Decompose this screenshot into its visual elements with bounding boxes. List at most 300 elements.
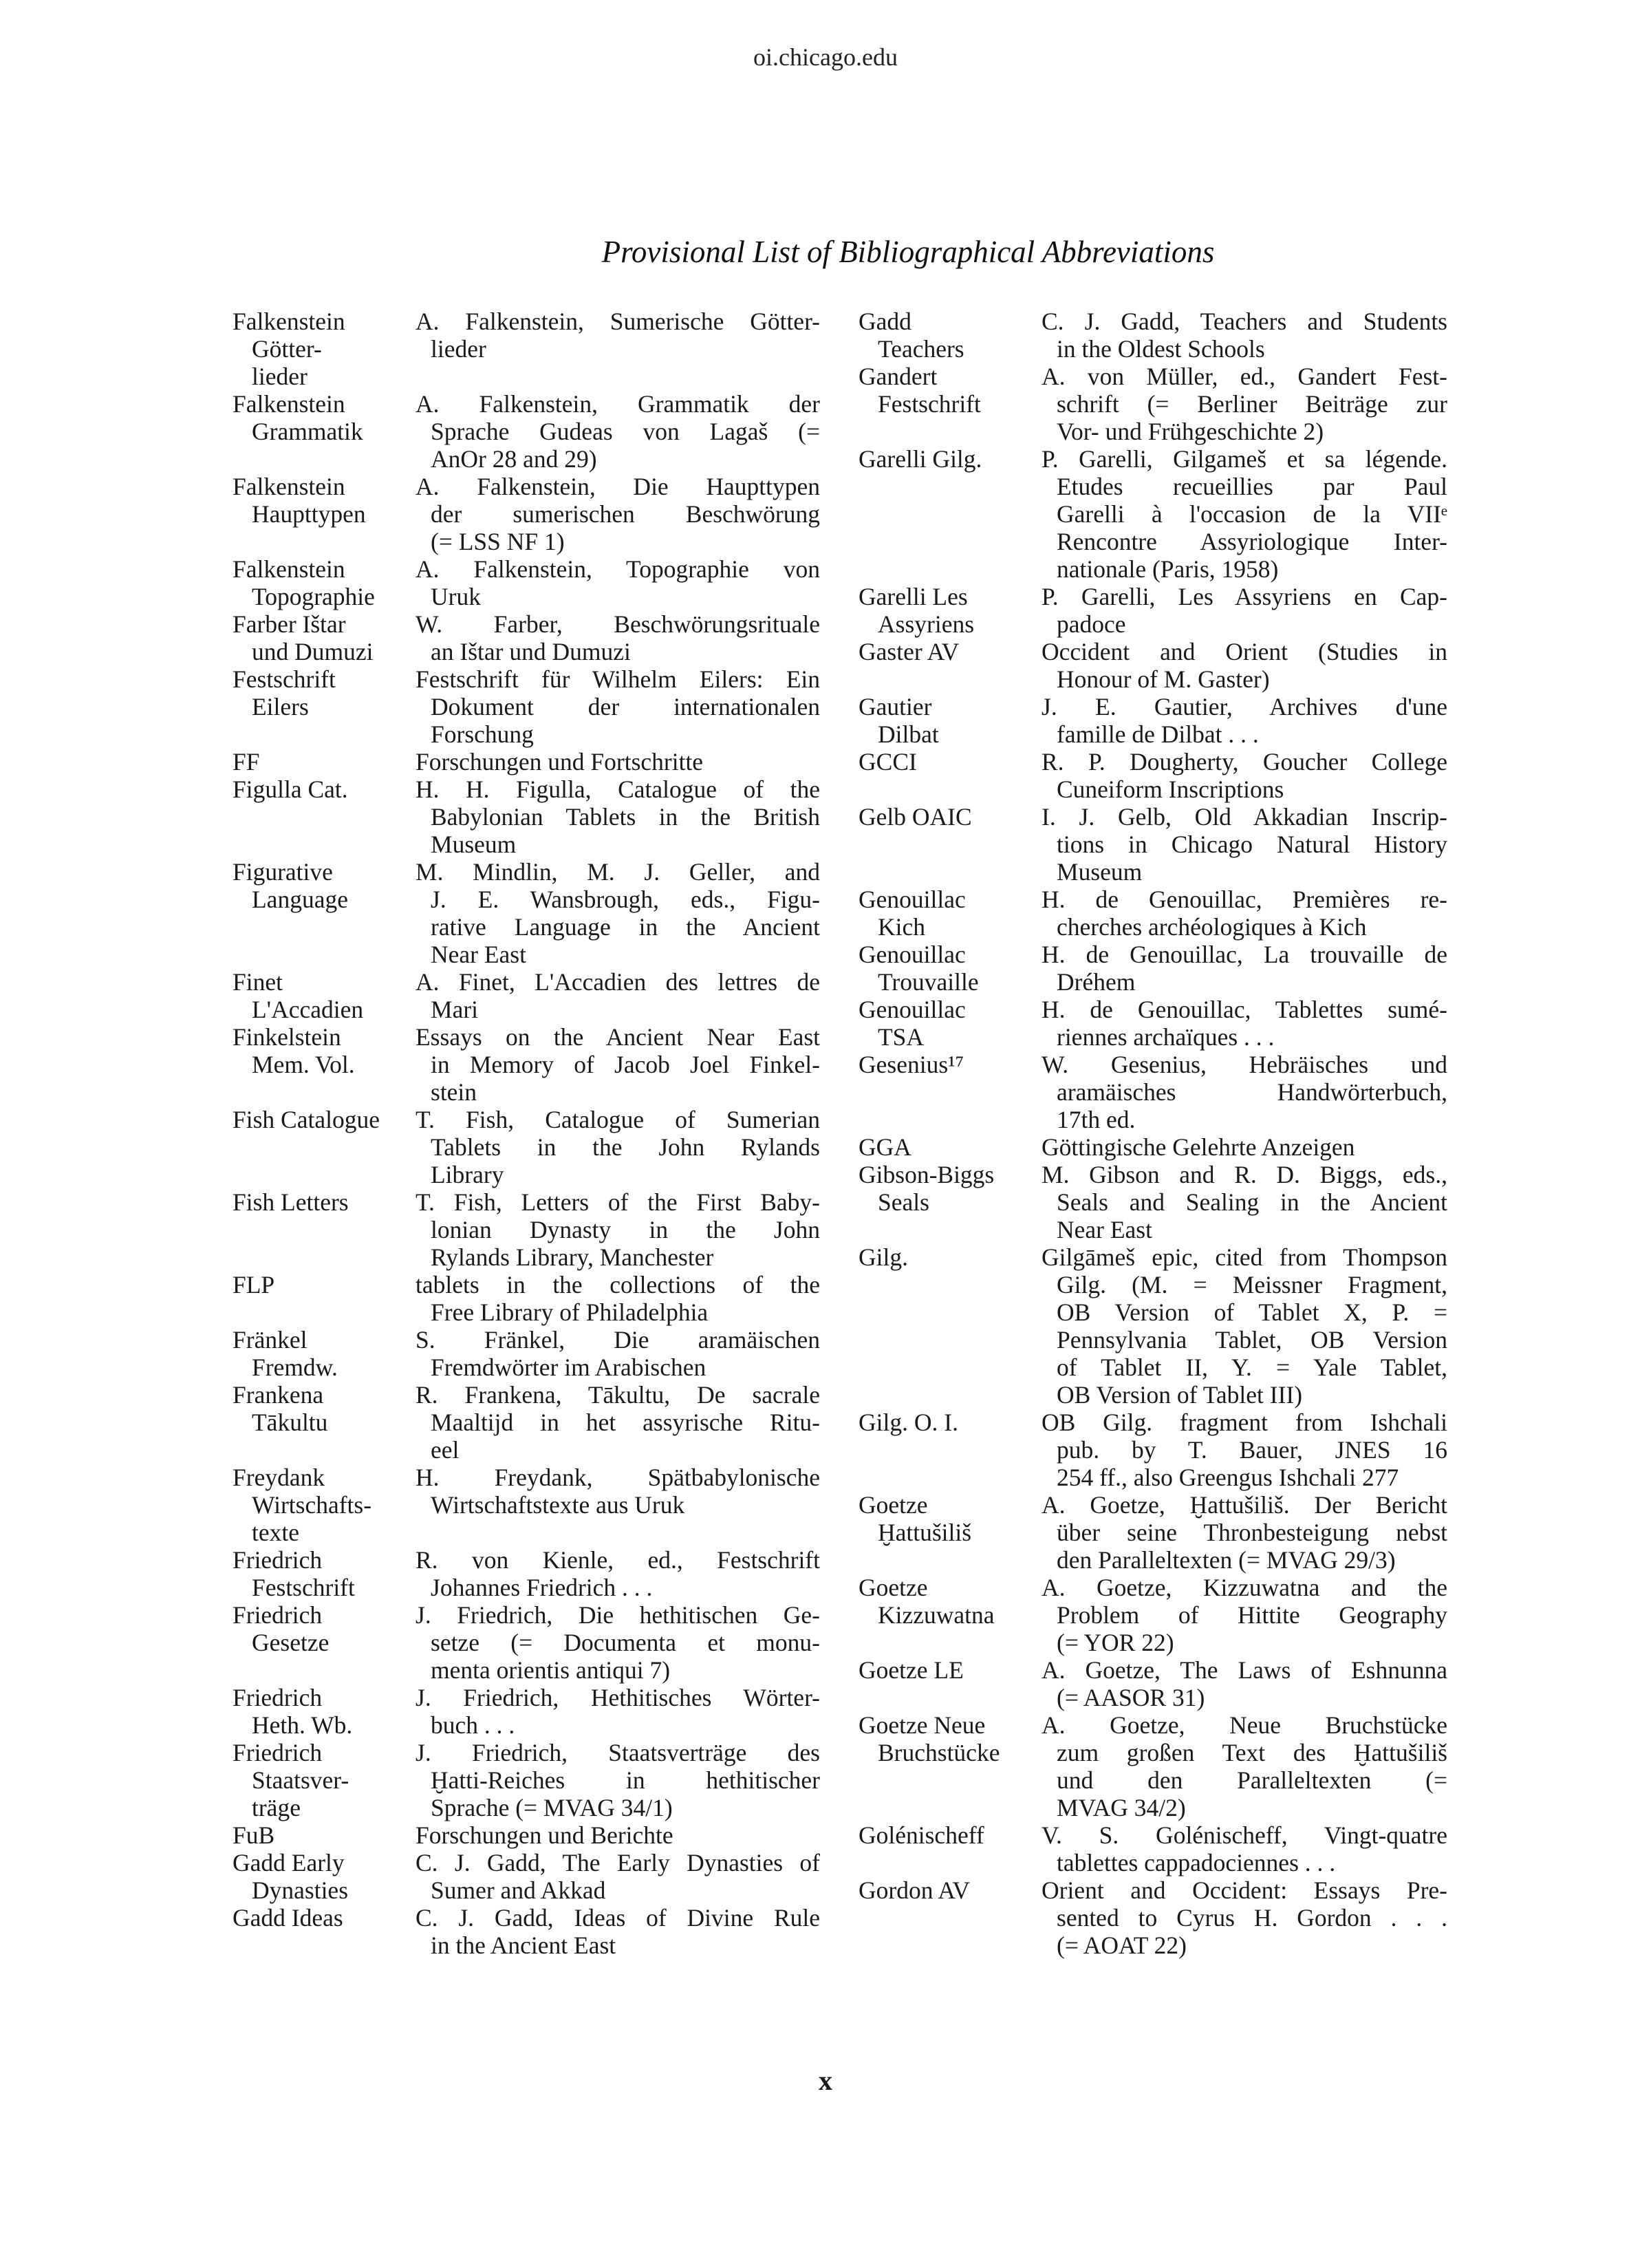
abbreviation-description-line: sented to Cyrus H. Gordon . . . <box>1057 1904 1447 1932</box>
abbreviation-description <box>416 858 820 968</box>
abbreviation-term-line: Language <box>252 886 348 913</box>
abbreviation-entry <box>233 1849 820 1904</box>
abbreviation-term <box>233 390 416 445</box>
abbreviation-term-line: Goetze <box>859 1491 928 1519</box>
abbreviation-description-line: Tablets in the John Rylands <box>431 1133 820 1161</box>
abbreviation-description-line: A. Falkenstein, Sumerische Götter- <box>416 308 820 335</box>
abbreviation-description-line: Gilg. (M. = Meissner Fragment, <box>1057 1271 1447 1298</box>
abbreviation-description-line: cherches archéologiques à Kich <box>1057 913 1367 941</box>
abbreviation-term <box>233 610 416 665</box>
abbreviation-description <box>416 473 820 555</box>
abbreviation-description <box>416 1464 820 1519</box>
page-title: Provisional List of Bibliographical Abbreviations <box>601 235 1215 269</box>
abbreviation-term-line: Bruchstücke <box>878 1739 1000 1766</box>
abbreviation-term-line: Genouillac <box>859 996 966 1023</box>
abbreviation-description-line: an Ištar und Dumuzi <box>431 638 631 665</box>
abbreviation-description-line: padoce <box>1057 610 1126 638</box>
abbreviation-description <box>1042 693 1447 748</box>
abbreviation-term-line: Gaster AV <box>859 638 960 665</box>
abbreviation-description-line: riennes archaïques . . . <box>1057 1023 1275 1051</box>
abbreviation-description <box>416 1188 820 1271</box>
abbreviation-description <box>416 1601 820 1684</box>
abbreviation-term <box>859 1161 1042 1216</box>
abbreviation-term-line: Grammatik <box>252 418 363 445</box>
abbreviation-description-line: tions in Chicago Natural History <box>1057 831 1447 858</box>
abbreviation-description-line: C. J. Gadd, The Early Dynasties of <box>416 1849 820 1876</box>
abbreviation-term-line: Fish Catalogue <box>233 1106 380 1133</box>
abbreviation-description-line: Museum <box>1057 858 1143 886</box>
abbreviation-description-line: 254 ff., also Greengus Ishchali 277 <box>1057 1464 1399 1491</box>
abbreviation-term-line: L'Accadien <box>252 996 364 1023</box>
abbreviation-term <box>859 583 1042 638</box>
abbreviation-term <box>859 1656 1042 1684</box>
abbreviation-description <box>1042 1133 1447 1161</box>
abbreviation-term <box>233 473 416 528</box>
abbreviation-entry <box>233 1904 820 1959</box>
abbreviation-description-line: Museum <box>431 831 517 858</box>
abbreviation-entry <box>233 665 820 748</box>
abbreviation-description-line: I. J. Gelb, Old Akkadian Inscrip- <box>1042 803 1447 831</box>
abbreviation-term-line: Gadd Early <box>233 1849 345 1876</box>
abbreviation-entry <box>233 748 820 775</box>
abbreviation-term-line: Assyriens <box>878 610 975 638</box>
abbreviation-description-line: T. Fish, Letters of the First Baby- <box>416 1188 820 1216</box>
abbreviation-description-line: Festschrift für Wilhelm Eilers: Ein <box>416 665 820 693</box>
abbreviation-description-line: Problem of Hittite Geography <box>1057 1601 1447 1629</box>
abbreviation-description-line: in the Oldest Schools <box>1057 335 1265 363</box>
abbreviation-term <box>859 941 1042 996</box>
abbreviation-description-line: A. Falkenstein, Grammatik der <box>416 390 820 418</box>
abbreviation-term <box>233 1849 416 1904</box>
abbreviation-term-line: Gilg. <box>859 1243 908 1271</box>
abbreviation-description <box>1042 1491 1447 1574</box>
abbreviation-term-line: Finet <box>233 968 283 996</box>
abbreviation-description-line: H. H. Figulla, Catalogue of the <box>416 775 820 803</box>
abbreviation-description-line: zum großen Text des Ḫattušiliš <box>1057 1739 1447 1766</box>
abbreviation-description <box>416 308 820 363</box>
abbreviation-description <box>416 1326 820 1381</box>
abbreviation-description <box>416 1106 820 1188</box>
abbreviation-description-line: AnOr 28 and 29) <box>431 445 597 473</box>
abbreviation-term <box>859 1243 1042 1271</box>
abbreviation-term-line: Friedrich <box>233 1601 323 1629</box>
abbreviation-description-line: J. E. Wansbrough, eds., Figu- <box>431 886 820 913</box>
abbreviation-description-line: Rencontre Assyriologique Inter- <box>1057 528 1447 555</box>
abbreviation-description-line: J. Friedrich, Staatsverträge des <box>416 1739 820 1766</box>
abbreviation-entry <box>859 1656 1447 1711</box>
abbreviation-description <box>1042 363 1447 445</box>
abbreviation-description <box>416 1381 820 1464</box>
abbreviation-description <box>416 390 820 473</box>
abbreviation-description-line: und den Paralleltexten (= <box>1057 1766 1447 1794</box>
abbreviation-term-line: Figulla Cat. <box>233 775 348 803</box>
abbreviation-entry <box>859 803 1447 886</box>
abbreviation-term <box>859 1491 1042 1546</box>
abbreviation-entry <box>233 1821 820 1849</box>
abbreviation-description-line: in the Ancient East <box>431 1932 616 1959</box>
abbreviation-term-line: Farber Ištar <box>233 610 346 638</box>
abbreviation-term-line: Kizzuwatna <box>878 1601 995 1629</box>
abbreviation-term-line: Götter- <box>252 335 322 363</box>
abbreviation-description-line: P. Garelli, Gilgameš et sa légende. <box>1042 445 1447 473</box>
abbreviation-description-line: J. Friedrich, Hethitisches Wörter- <box>416 1684 820 1711</box>
abbreviation-description <box>416 1546 820 1601</box>
abbreviation-term <box>859 1821 1042 1849</box>
abbreviation-term <box>233 775 416 803</box>
abbreviation-term <box>233 858 416 913</box>
abbreviation-term-line: GGA <box>859 1133 911 1161</box>
abbreviation-description-line: R. P. Dougherty, Goucher College <box>1042 748 1447 775</box>
abbreviation-description-line: V. S. Golénischeff, Vingt-quatre <box>1042 1821 1447 1849</box>
abbreviation-entry <box>859 363 1447 445</box>
abbreviation-term <box>233 1271 416 1298</box>
abbreviation-entry <box>233 1739 820 1821</box>
abbreviation-description-line: Cuneiform Inscriptions <box>1057 775 1284 803</box>
abbreviation-description-line: A. Goetze, Ḫattušiliš. Der Bericht <box>1042 1491 1447 1519</box>
abbreviation-description <box>1042 1051 1447 1133</box>
abbreviation-entry <box>233 1601 820 1684</box>
abbreviation-description-line: Maaltijd in het assyrische Ritu- <box>431 1409 820 1436</box>
abbreviation-term <box>859 1574 1042 1629</box>
abbreviation-description-line: Garelli à l'occasion de la VIIᵉ <box>1057 500 1447 528</box>
abbreviation-term-line: Falkenstein <box>233 390 345 418</box>
abbreviation-entry <box>233 968 820 1023</box>
abbreviation-description-line: A. Goetze, The Laws of Eshnunna <box>1042 1656 1447 1684</box>
abbreviation-description-line: A. von Müller, ed., Gandert Fest- <box>1042 363 1447 390</box>
abbreviation-term-line: Wirtschafts- <box>252 1491 372 1519</box>
abbreviation-term-line: Genouillac <box>859 941 966 968</box>
abbreviation-term <box>233 1821 416 1849</box>
abbreviation-term <box>233 1546 416 1601</box>
abbreviation-description-line: schrift (= Berliner Beiträge zur <box>1057 390 1447 418</box>
abbreviation-description-line: Near East <box>431 941 526 968</box>
abbreviation-description-line: lieder <box>431 335 486 363</box>
abbreviation-description-line: Library <box>431 1161 504 1188</box>
abbreviation-description <box>1042 445 1447 583</box>
abbreviation-entry <box>859 1133 1447 1161</box>
abbreviation-description <box>416 775 820 858</box>
abbreviation-term <box>859 693 1042 748</box>
abbreviation-term <box>859 1711 1042 1766</box>
abbreviation-description <box>416 1904 820 1959</box>
abbreviation-term-line: Dilbat <box>878 720 939 748</box>
abbreviation-term-line: Friedrich <box>233 1684 323 1711</box>
abbreviation-entry <box>859 1051 1447 1133</box>
abbreviation-term-line: träge <box>252 1794 301 1821</box>
abbreviation-description <box>1042 996 1447 1051</box>
abbreviation-entry <box>233 390 820 473</box>
abbreviation-term-line: Festschrift <box>252 1574 355 1601</box>
abbreviation-term-line: Festschrift <box>878 390 981 418</box>
abbreviation-term <box>859 1409 1042 1436</box>
abbreviation-term <box>233 1326 416 1381</box>
abbreviation-description-line: T. Fish, Catalogue of Sumerian <box>416 1106 820 1133</box>
abbreviation-description-line: menta orientis antiqui 7) <box>431 1656 671 1684</box>
abbreviation-term-line: Ḫattušiliš <box>878 1519 972 1546</box>
abbreviation-entry <box>859 996 1447 1051</box>
abbreviation-term-line: Gordon AV <box>859 1876 971 1904</box>
abbreviation-description-line: aramäisches Handwörterbuch, <box>1057 1078 1447 1106</box>
abbreviation-entry <box>233 308 820 390</box>
abbreviation-term-line: Teachers <box>878 335 964 363</box>
abbreviation-term <box>859 1133 1042 1161</box>
abbreviation-description-line: W. Gesenius, Hebräisches und <box>1042 1051 1447 1078</box>
abbreviation-term-line: Eilers <box>252 693 309 720</box>
abbreviation-description <box>1042 1821 1447 1876</box>
abbreviation-description-line: H. de Genouillac, Tablettes sumé- <box>1042 996 1447 1023</box>
abbreviation-description-line: M. Mindlin, M. J. Geller, and <box>416 858 820 886</box>
abbreviation-description <box>416 1023 820 1106</box>
abbreviation-term-line: Goetze <box>859 1574 928 1601</box>
abbreviation-description <box>416 555 820 610</box>
abbreviation-description <box>416 1821 820 1849</box>
abbreviation-entry <box>233 555 820 610</box>
abbreviation-description <box>416 610 820 665</box>
abbreviation-description-line: Occident and Orient (Studies in <box>1042 638 1447 665</box>
abbreviation-term-line: Fränkel <box>233 1326 307 1354</box>
abbreviation-description-line: P. Garelli, Les Assyriens en Cap- <box>1042 583 1447 610</box>
abbreviation-term <box>859 748 1042 775</box>
abbreviation-term <box>859 308 1042 363</box>
abbreviation-description-line: H. de Genouillac, La trouvaille de <box>1042 941 1447 968</box>
abbreviation-description <box>416 1849 820 1904</box>
abbreviation-term-line: Friedrich <box>233 1739 323 1766</box>
abbreviation-entry <box>233 858 820 968</box>
abbreviation-entry <box>233 473 820 555</box>
abbreviation-term <box>233 555 416 610</box>
abbreviation-entry <box>233 1464 820 1546</box>
abbreviation-term-line: Frankena <box>233 1381 324 1409</box>
left-column <box>233 308 820 1959</box>
abbreviation-description-line: Forschung <box>431 720 534 748</box>
abbreviation-description-line: Uruk <box>431 583 481 610</box>
abbreviation-entry <box>859 1876 1447 1959</box>
abbreviation-entry <box>859 1161 1447 1243</box>
abbreviation-term-line: Heth. Wb. <box>252 1711 353 1739</box>
abbreviation-description-line: Babylonian Tablets in the British <box>431 803 820 831</box>
abbreviation-term-line: Goetze LE <box>859 1656 964 1684</box>
abbreviation-description-line: S. Fränkel, Die aramäischen <box>416 1326 820 1354</box>
abbreviation-term-line: Freydank <box>233 1464 325 1491</box>
abbreviation-description <box>1042 1574 1447 1656</box>
abbreviation-description-line: Forschungen und Fortschritte <box>416 748 704 775</box>
abbreviation-description <box>1042 941 1447 996</box>
abbreviation-description <box>1042 638 1447 693</box>
abbreviation-description-line: Free Library of Philadelphia <box>431 1298 709 1326</box>
abbreviation-entry <box>859 638 1447 693</box>
abbreviation-description-line: setze (= Documenta et monu- <box>431 1629 820 1656</box>
abbreviation-description-line: Dréhem <box>1057 968 1136 996</box>
abbreviation-description-line: Johannes Friedrich . . . <box>431 1574 653 1601</box>
abbreviation-term <box>233 748 416 775</box>
abbreviation-description <box>1042 886 1447 941</box>
abbreviation-term-line: Staatsver- <box>252 1766 349 1794</box>
abbreviation-description <box>416 1739 820 1821</box>
abbreviation-description-line: tablets in the collections of the <box>416 1271 820 1298</box>
abbreviation-description-line: Fremdwörter im Arabischen <box>431 1354 706 1381</box>
abbreviation-description-line: M. Gibson and R. D. Biggs, eds., <box>1042 1161 1447 1188</box>
abbreviation-term <box>233 1464 416 1546</box>
abbreviation-term-line: FuB <box>233 1821 275 1849</box>
abbreviation-term-line: Topographie <box>252 583 375 610</box>
abbreviation-description-line: Dokument der internationalen <box>431 693 820 720</box>
abbreviation-description <box>416 748 820 775</box>
abbreviation-description <box>416 1271 820 1326</box>
abbreviation-description-line: buch . . . <box>431 1711 515 1739</box>
abbreviation-description-line: 17th ed. <box>1057 1106 1136 1133</box>
abbreviation-entry <box>233 1381 820 1464</box>
abbreviation-term <box>233 308 416 390</box>
abbreviation-term-line: lieder <box>252 363 307 390</box>
right-column <box>859 308 1447 1959</box>
abbreviation-description-line: Honour of M. Gaster) <box>1057 665 1270 693</box>
abbreviation-description-line: OB Gilg. fragment from Ishchali <box>1042 1409 1447 1436</box>
abbreviation-description <box>1042 748 1447 803</box>
abbreviation-term-line: Falkenstein <box>233 473 345 500</box>
abbreviation-term-line: Gesenius¹⁷ <box>859 1051 964 1078</box>
page-number: x <box>819 2065 832 2096</box>
abbreviation-description-line: (= YOR 22) <box>1057 1629 1174 1656</box>
abbreviation-description-line: Pennsylvania Tablet, OB Version <box>1057 1326 1447 1354</box>
abbreviation-description-line: A. Goetze, Neue Bruchstücke <box>1042 1711 1447 1739</box>
abbreviation-entry <box>859 1409 1447 1491</box>
abbreviation-term-line: Fish Letters <box>233 1188 349 1216</box>
abbreviation-term-line: Garelli Gilg. <box>859 445 982 473</box>
abbreviation-description-line: OB Version of Tablet X, P. = <box>1057 1298 1447 1326</box>
abbreviation-description-line: MVAG 34/2) <box>1057 1794 1186 1821</box>
abbreviation-term-line: Figurative <box>233 858 333 886</box>
abbreviation-entry <box>859 1821 1447 1876</box>
abbreviation-description-line: C. J. Gadd, Teachers and Students <box>1042 308 1447 335</box>
abbreviation-entry <box>233 1106 820 1188</box>
abbreviation-entry <box>859 445 1447 583</box>
abbreviation-description-line: Orient and Occident: Essays Pre- <box>1042 1876 1447 1904</box>
abbreviation-term <box>233 1188 416 1216</box>
abbreviation-term <box>233 1601 416 1656</box>
abbreviation-term-line: Falkenstein <box>233 308 345 335</box>
abbreviation-entry <box>859 886 1447 941</box>
abbreviation-term-line: Genouillac <box>859 886 966 913</box>
abbreviation-description-line: A. Finet, L'Accadien des lettres de <box>416 968 820 996</box>
abbreviation-term-line: Friedrich <box>233 1546 323 1574</box>
abbreviation-term-line: Finkelstein <box>233 1023 341 1051</box>
abbreviation-description-line: H. de Genouillac, Premières re- <box>1042 886 1447 913</box>
abbreviation-description-line: (= AASOR 31) <box>1057 1684 1205 1711</box>
abbreviation-description-line: eel <box>431 1436 460 1464</box>
abbreviation-description <box>416 968 820 1023</box>
abbreviation-term <box>859 638 1042 665</box>
abbreviation-description-line: pub. by T. Bauer, JNES 16 <box>1057 1436 1447 1464</box>
abbreviation-description-line: der sumerischen Beschwörung <box>431 500 820 528</box>
abbreviation-term <box>233 1684 416 1739</box>
abbreviation-term <box>859 445 1042 473</box>
abbreviation-term-line: Haupttypen <box>252 500 366 528</box>
abbreviation-term <box>233 1904 416 1932</box>
abbreviation-term-line: Mem. Vol. <box>252 1051 355 1078</box>
abbreviation-description <box>416 665 820 748</box>
abbreviation-entry <box>859 748 1447 803</box>
abbreviation-description-line: Seals and Sealing in the Ancient <box>1057 1188 1447 1216</box>
abbreviation-description-line: Göttingische Gelehrte Anzeigen <box>1042 1133 1355 1161</box>
abbreviation-entry <box>233 1023 820 1106</box>
abbreviation-entry <box>859 1243 1447 1409</box>
abbreviation-term <box>233 1023 416 1078</box>
abbreviation-entry <box>859 693 1447 748</box>
abbreviation-description-line: A. Falkenstein, Topographie von <box>416 555 820 583</box>
abbreviation-description <box>1042 1409 1447 1491</box>
abbreviation-description <box>1042 308 1447 363</box>
abbreviation-entry <box>859 1491 1447 1574</box>
abbreviation-term-line: und Dumuzi <box>252 638 374 665</box>
abbreviation-description <box>1042 583 1447 638</box>
abbreviation-term <box>859 1876 1042 1904</box>
abbreviation-description-line: H. Freydank, Spätbabylonische <box>416 1464 820 1491</box>
abbreviation-term-line: Gautier <box>859 693 932 720</box>
abbreviation-description <box>1042 1656 1447 1711</box>
abbreviation-term-line: GCCI <box>859 748 917 775</box>
abbreviation-term-line: FF <box>233 748 260 775</box>
abbreviation-description-line: (= LSS NF 1) <box>431 528 565 555</box>
abbreviation-description-line: Etudes recueillies par Paul <box>1057 473 1447 500</box>
abbreviation-description <box>1042 1161 1447 1243</box>
abbreviation-term-line: Fremdw. <box>252 1354 338 1381</box>
abbreviation-entry <box>859 941 1447 996</box>
abbreviation-description-line: nationale (Paris, 1958) <box>1057 555 1279 583</box>
abbreviation-description <box>1042 1876 1447 1959</box>
abbreviation-description-line: Mari <box>431 996 479 1023</box>
abbreviation-entry <box>859 583 1447 638</box>
abbreviation-description-line: A. Goetze, Kizzuwatna and the <box>1042 1574 1447 1601</box>
abbreviation-description-line: tablettes cappadociennes . . . <box>1057 1849 1336 1876</box>
abbreviation-description-line: Sprache Gudeas von Lagaš (= <box>431 418 820 445</box>
abbreviation-description <box>1042 1243 1447 1409</box>
abbreviation-term <box>859 886 1042 941</box>
abbreviation-description-line: famille de Dilbat . . . <box>1057 720 1259 748</box>
abbreviation-entry <box>233 775 820 858</box>
abbreviation-description <box>1042 1711 1447 1821</box>
abbreviation-description-line: Forschungen und Berichte <box>416 1821 673 1849</box>
abbreviation-description-line: R. von Kienle, ed., Festschrift <box>416 1546 820 1574</box>
abbreviation-term-line: Seals <box>878 1188 929 1216</box>
abbreviation-term-line: Trouvaille <box>878 968 979 996</box>
abbreviation-description-line: C. J. Gadd, Ideas of Divine Rule <box>416 1904 820 1932</box>
abbreviation-term-line: Gesetze <box>252 1629 330 1656</box>
abbreviation-entry <box>859 308 1447 363</box>
abbreviation-entry <box>233 1684 820 1739</box>
abbreviation-term-line: FLP <box>233 1271 275 1298</box>
abbreviation-description-line: Near East <box>1057 1216 1152 1243</box>
abbreviation-term <box>233 1106 416 1133</box>
abbreviation-term <box>859 996 1042 1051</box>
abbreviation-description-line: in Memory of Jacob Joel Finkel- <box>431 1051 820 1078</box>
abbreviation-description-line: J. E. Gautier, Archives d'une <box>1042 693 1447 720</box>
abbreviation-description-line: über seine Thronbesteigung nebst <box>1057 1519 1447 1546</box>
abbreviation-term <box>859 1051 1042 1078</box>
abbreviation-description-line: Sumer and Akkad <box>431 1876 606 1904</box>
abbreviation-term-line: Goetze Neue <box>859 1711 986 1739</box>
abbreviation-term-line: Kich <box>878 913 926 941</box>
abbreviation-term-line: Garelli Les <box>859 583 968 610</box>
abbreviation-term <box>859 363 1042 418</box>
abbreviation-term-line: Gadd Ideas <box>233 1904 343 1932</box>
abbreviation-term-line: Gibson-Biggs <box>859 1161 995 1188</box>
abbreviation-entry <box>233 610 820 665</box>
abbreviation-term-line: Tākultu <box>252 1409 328 1436</box>
abbreviation-description-line: stein <box>431 1078 477 1106</box>
abbreviation-description-line: Sprache (= MVAG 34/1) <box>431 1794 673 1821</box>
abbreviation-entry <box>233 1326 820 1381</box>
abbreviation-entry <box>233 1188 820 1271</box>
